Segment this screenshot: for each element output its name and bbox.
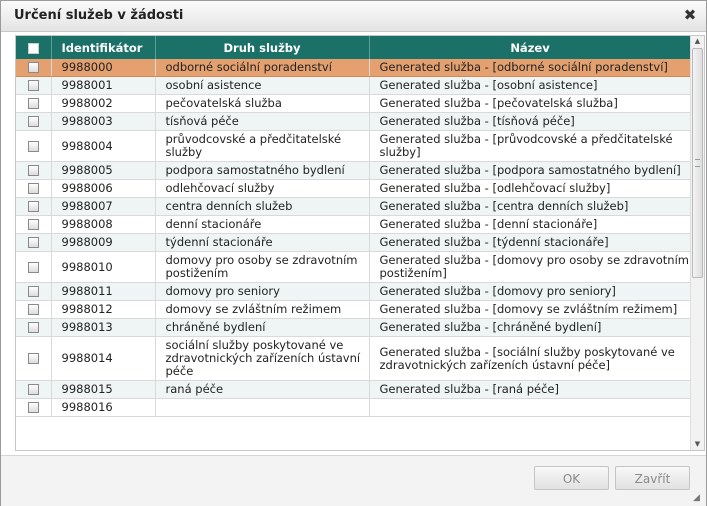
row-service-type: sociální služby poskytované ve zdravotnických zařízeních ústavní péče xyxy=(155,337,369,381)
row-checkbox-cell[interactable] xyxy=(16,77,51,95)
services-grid xyxy=(15,35,705,451)
row-checkbox[interactable] xyxy=(28,165,39,176)
row-identifier: 9988001 xyxy=(51,77,155,95)
row-service-type: centra denních služeb xyxy=(155,198,369,216)
row-checkbox[interactable] xyxy=(28,304,39,315)
table-row[interactable] xyxy=(16,198,691,216)
row-name: Generated služba - [sociální služby poskytované ve zdravotnických zařízeních ústavní péče] xyxy=(369,337,691,381)
row-identifier: 9988015 xyxy=(51,381,155,399)
table-row[interactable] xyxy=(16,234,691,252)
column-header-service-type[interactable]: Druh služby xyxy=(155,36,369,59)
row-service-type: domovy pro osoby se zdravotním postižením xyxy=(155,252,369,283)
row-service-type: odborné sociální poradenství xyxy=(155,59,369,77)
table-row[interactable] xyxy=(16,381,691,399)
row-checkbox-cell[interactable] xyxy=(16,59,51,77)
row-service-type: chráněné bydlení xyxy=(155,319,369,337)
row-identifier: 9988013 xyxy=(51,319,155,337)
row-checkbox[interactable] xyxy=(28,80,39,91)
row-name: Generated služba - [raná péče] xyxy=(369,381,691,399)
row-name: Generated služba - [denní stacionáře] xyxy=(369,216,691,234)
table-header-row xyxy=(16,36,691,59)
row-checkbox[interactable] xyxy=(28,201,39,212)
row-checkbox-cell[interactable] xyxy=(16,131,51,162)
row-service-type: pečovatelská služba xyxy=(155,95,369,113)
vertical-scrollbar[interactable] xyxy=(690,36,704,450)
select-all-checkbox[interactable] xyxy=(28,43,39,54)
table-row[interactable] xyxy=(16,162,691,180)
row-service-type: odlehčovací služby xyxy=(155,180,369,198)
table-row[interactable] xyxy=(16,113,691,131)
row-checkbox-cell[interactable] xyxy=(16,381,51,399)
row-checkbox[interactable] xyxy=(28,262,39,273)
table-row[interactable] xyxy=(16,77,691,95)
table-row[interactable] xyxy=(16,337,691,381)
row-name: Generated služba - [domovy pro osoby se zdravotním postižením] xyxy=(369,252,691,283)
row-checkbox[interactable] xyxy=(28,183,39,194)
row-checkbox-cell[interactable] xyxy=(16,319,51,337)
row-service-type: domovy se zvláštním režimem xyxy=(155,301,369,319)
row-identifier: 9988000 xyxy=(51,59,155,77)
services-table xyxy=(16,36,692,417)
row-checkbox-cell[interactable] xyxy=(16,234,51,252)
row-checkbox-cell[interactable] xyxy=(16,301,51,319)
scroll-up-icon[interactable]: ▲ xyxy=(694,37,701,45)
table-row[interactable] xyxy=(16,216,691,234)
close-icon[interactable]: ✖ xyxy=(683,6,697,24)
row-name: Generated služba - [podpora samostatného bydlení] xyxy=(369,162,691,180)
row-identifier: 9988004 xyxy=(51,131,155,162)
row-name: Generated služba - [týdenní stacionáře] xyxy=(369,234,691,252)
row-identifier: 9988010 xyxy=(51,252,155,283)
row-identifier: 9988007 xyxy=(51,198,155,216)
row-name: Generated služba - [centra denních služeb] xyxy=(369,198,691,216)
table-row[interactable] xyxy=(16,283,691,301)
close-button[interactable]: Zavřít xyxy=(615,466,690,490)
row-checkbox[interactable] xyxy=(28,322,39,333)
row-service-type: raná péče xyxy=(155,381,369,399)
row-service-type: denní stacionáře xyxy=(155,216,369,234)
row-checkbox[interactable] xyxy=(28,286,39,297)
row-checkbox[interactable] xyxy=(28,402,39,413)
table-body xyxy=(16,59,691,417)
table-row[interactable] xyxy=(16,319,691,337)
row-name xyxy=(369,399,691,417)
row-checkbox-cell[interactable] xyxy=(16,337,51,381)
row-name: Generated služba - [odborné sociální poradenství] xyxy=(369,59,691,77)
column-header-identifier[interactable]: Identifikátor xyxy=(51,36,155,59)
row-service-type: týdenní stacionáře xyxy=(155,234,369,252)
select-all-header[interactable] xyxy=(16,36,51,59)
row-identifier: 9988005 xyxy=(51,162,155,180)
row-identifier: 9988011 xyxy=(51,283,155,301)
row-checkbox-cell[interactable] xyxy=(16,252,51,283)
row-checkbox-cell[interactable] xyxy=(16,198,51,216)
row-checkbox-cell[interactable] xyxy=(16,162,51,180)
row-service-type: domovy pro seniory xyxy=(155,283,369,301)
row-service-type: tísňová péče xyxy=(155,113,369,131)
row-identifier: 9988003 xyxy=(51,113,155,131)
row-identifier: 9988016 xyxy=(51,399,155,417)
row-checkbox-cell[interactable] xyxy=(16,95,51,113)
row-name: Generated služba - [domovy se zvláštním režimem] xyxy=(369,301,691,319)
table-row[interactable] xyxy=(16,180,691,198)
row-checkbox[interactable] xyxy=(28,98,39,109)
row-service-type: průvodcovské a předčitatelské služby xyxy=(155,131,369,162)
row-checkbox-cell[interactable] xyxy=(16,113,51,131)
ok-button[interactable]: OK xyxy=(534,466,609,490)
row-identifier: 9988008 xyxy=(51,216,155,234)
row-service-type: podpora samostatného bydlení xyxy=(155,162,369,180)
scroll-down-icon[interactable]: ▼ xyxy=(694,440,701,448)
row-service-type xyxy=(155,399,369,417)
scrollbar-thumb[interactable] xyxy=(692,48,703,278)
row-checkbox[interactable] xyxy=(28,62,39,73)
dialog-title: Určení služeb v žádosti xyxy=(14,8,184,23)
table-row[interactable] xyxy=(16,252,691,283)
row-name: Generated služba - [domovy pro seniory] xyxy=(369,283,691,301)
table-row[interactable] xyxy=(16,59,691,77)
row-name: Generated služba - [tísňová péče] xyxy=(369,113,691,131)
grip-icon xyxy=(695,159,700,167)
row-name: Generated služba - [pečovatelská služba] xyxy=(369,95,691,113)
row-name: Generated služba - [průvodcovské a předčitatelské služby] xyxy=(369,131,691,162)
row-identifier: 9988014 xyxy=(51,337,155,381)
row-identifier: 9988002 xyxy=(51,95,155,113)
table-row[interactable] xyxy=(16,301,691,319)
row-checkbox[interactable] xyxy=(28,116,39,127)
row-checkbox[interactable] xyxy=(28,219,39,230)
row-identifier: 9988009 xyxy=(51,234,155,252)
column-header-name[interactable]: Název xyxy=(369,36,691,59)
table-row[interactable] xyxy=(16,95,691,113)
row-identifier: 9988012 xyxy=(51,301,155,319)
row-name: Generated služba - [chráněné bydlení] xyxy=(369,319,691,337)
row-checkbox[interactable] xyxy=(28,384,39,395)
table-row[interactable] xyxy=(16,131,691,162)
row-checkbox[interactable] xyxy=(28,353,39,364)
dialog-footer xyxy=(1,455,706,506)
row-name: Generated služba - [osobní asistence] xyxy=(369,77,691,95)
row-identifier: 9988006 xyxy=(51,180,155,198)
row-checkbox-cell[interactable] xyxy=(16,216,51,234)
row-checkbox-cell[interactable] xyxy=(16,399,51,417)
row-checkbox-cell[interactable] xyxy=(16,283,51,301)
row-service-type: osobní asistence xyxy=(155,77,369,95)
row-checkbox-cell[interactable] xyxy=(16,180,51,198)
resize-grip-icon[interactable]: ◢ xyxy=(693,493,700,503)
row-checkbox[interactable] xyxy=(28,237,39,248)
row-name: Generated služba - [odlehčovací služby] xyxy=(369,180,691,198)
table-row[interactable] xyxy=(16,399,691,417)
row-checkbox[interactable] xyxy=(28,141,39,152)
dialog-titlebar[interactable] xyxy=(1,1,706,32)
